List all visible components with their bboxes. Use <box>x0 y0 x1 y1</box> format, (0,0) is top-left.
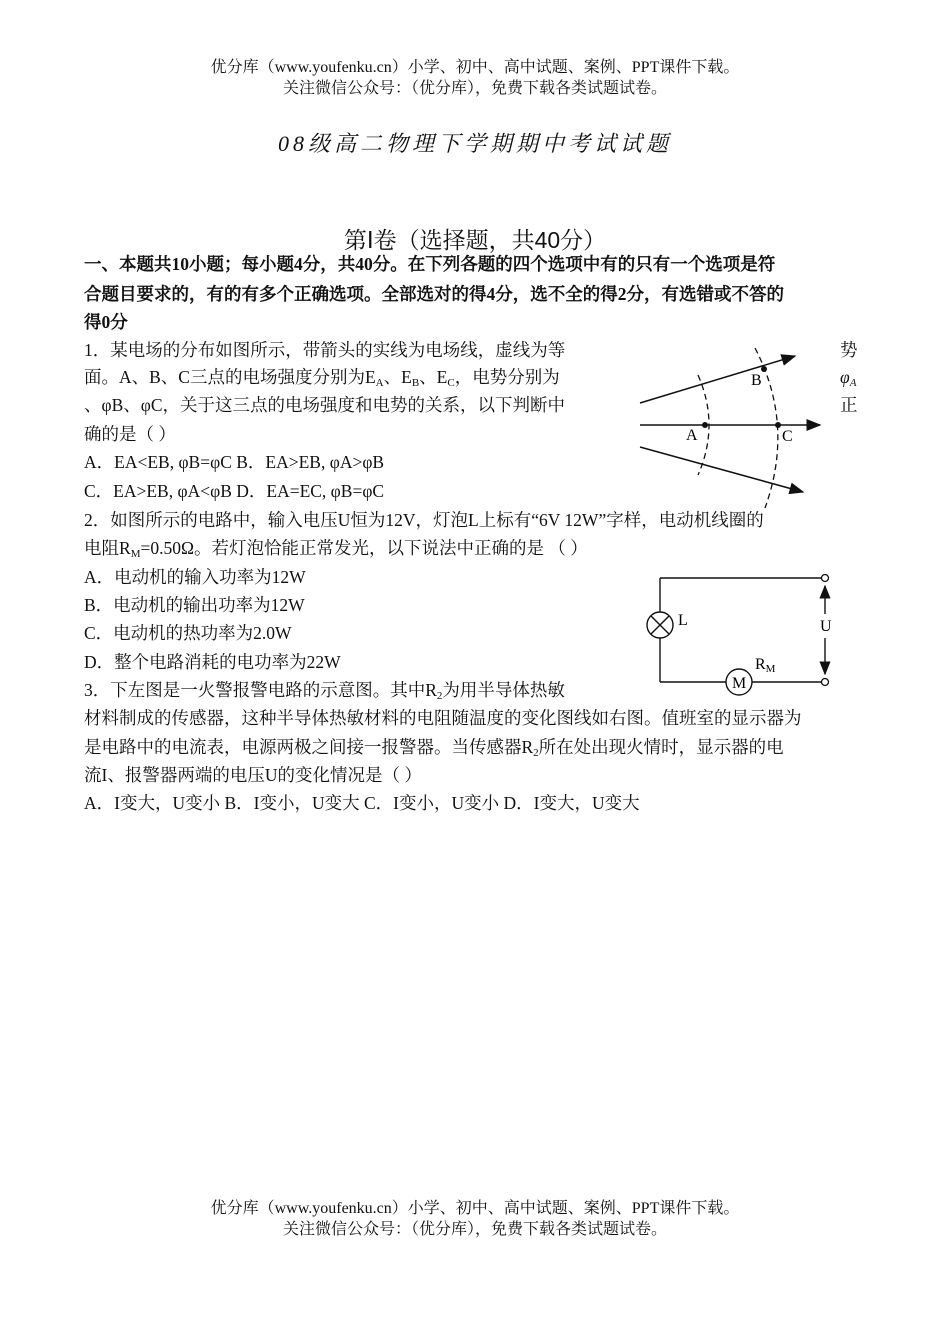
field-line-bottom <box>640 447 803 492</box>
circuit-diagram <box>640 570 840 700</box>
terminal-top <box>822 575 829 582</box>
label-b: B <box>751 372 762 389</box>
footer-line-1: 优分库（www.youfenku.cn）小学、初中、高中试题、案例、PPT课件下载。 <box>210 1200 740 1217</box>
electric-field-diagram <box>630 340 840 515</box>
q1-line-2: 面。A、B、C三点的电场强度分别为$E_A$、$E_B$、$E_C$，电势分别为 <box>84 367 560 389</box>
q2-option-d: D．整个电路消耗的电功率为22W <box>84 652 341 672</box>
q2-line-2: 电阻$R_M=0.50\Omega$。若灯泡恰能正常发光，以下说法中正确的是 （ ） <box>84 538 588 560</box>
q1-line-1-tail: 势 <box>840 340 858 360</box>
instructions-line-2: 合题目要求的，有的有多个正确选项。全部选对的得4分，选不全的得2分，有选错或不答的 <box>84 284 784 304</box>
point-b <box>761 366 767 372</box>
instructions-line-3: 得0分 <box>84 312 128 332</box>
instructions-line-1: 一、本题共10小题；每小题4分，共40分。在下列各题的四个选项中有的只有一个选项是符 <box>84 254 776 274</box>
label-lamp: L <box>678 612 688 629</box>
q2-option-a: A．电动机的输入功率为12W <box>84 567 306 587</box>
label-motor: M <box>732 675 747 692</box>
label-a: A <box>686 427 698 444</box>
q1-line-4: 确的是（ ） <box>84 424 176 444</box>
q3-line-4: 流I、报警器两端的电压U的变化情况是（ ） <box>84 765 422 785</box>
point-c <box>775 422 781 428</box>
q1-options-cd: C．EA>EB, φA<φB D．EA=EC, φB=φC <box>84 481 385 501</box>
label-rm: RM <box>755 656 776 675</box>
q1-line-2-tail: $\varphi_A$ <box>840 367 857 389</box>
section-title: 第Ⅰ卷（选择题，共40分） <box>343 227 607 253</box>
header-line-2: 关注微信公众号：（优分库），免费下载各类试题试卷。 <box>282 80 667 97</box>
q2-option-c: C．电动机的热功率为2.0W <box>84 623 292 643</box>
q2-option-b: B．电动机的输出功率为12W <box>84 595 305 615</box>
q1-options-ab: A．EA<EB, φB=φC B．EA>EB, φA>φB <box>84 452 385 472</box>
label-voltage: U <box>820 618 832 635</box>
q3-line-3: 是电路中的电流表，电源两极之间接一报警器。当传感器$R_2$所在处出现火情时，显示器的电 <box>84 737 784 759</box>
footer-line-2: 关注微信公众号：（优分库），免费下载各类试题试卷。 <box>282 1221 667 1238</box>
q1-line-3-tail: 正 <box>840 395 858 415</box>
q3-line-2: 材料制成的传感器，这种半导体热敏材料的电阻随温度的变化图线如右图。值班室的显示器为 <box>84 708 802 728</box>
q1-line-3: 、φB、φC，关于这三点的电场强度和电势的关系，以下判断中 <box>84 395 566 415</box>
q1-line-1: 1．某电场的分布如图所示，带箭头的实线为电场线，虚线为等 <box>84 340 566 360</box>
header-line-1: 优分库（www.youfenku.cn）小学、初中、高中试题、案例、PPT课件下载。 <box>210 59 740 76</box>
point-a <box>702 422 708 428</box>
q2-line-1: 2．如图所示的电路中，输入电压U恒为12V，灯泡L上标有“6V 12W”字样，电动机线圈的 <box>84 510 764 530</box>
q3-line-1: 3．下左图是一火警报警电路的示意图。其中$R_2$为用半导体热敏 <box>84 680 565 702</box>
label-c: C <box>782 428 793 445</box>
terminal-bottom <box>822 679 829 686</box>
field-line-top <box>640 356 795 403</box>
q3-options: A．I变大，U变小 B．I变小，U变大 C．I变小，U变小 D．I变大，U变大 <box>84 793 640 813</box>
page-title: 08级高二物理下学期期中考试试题 <box>277 131 672 156</box>
